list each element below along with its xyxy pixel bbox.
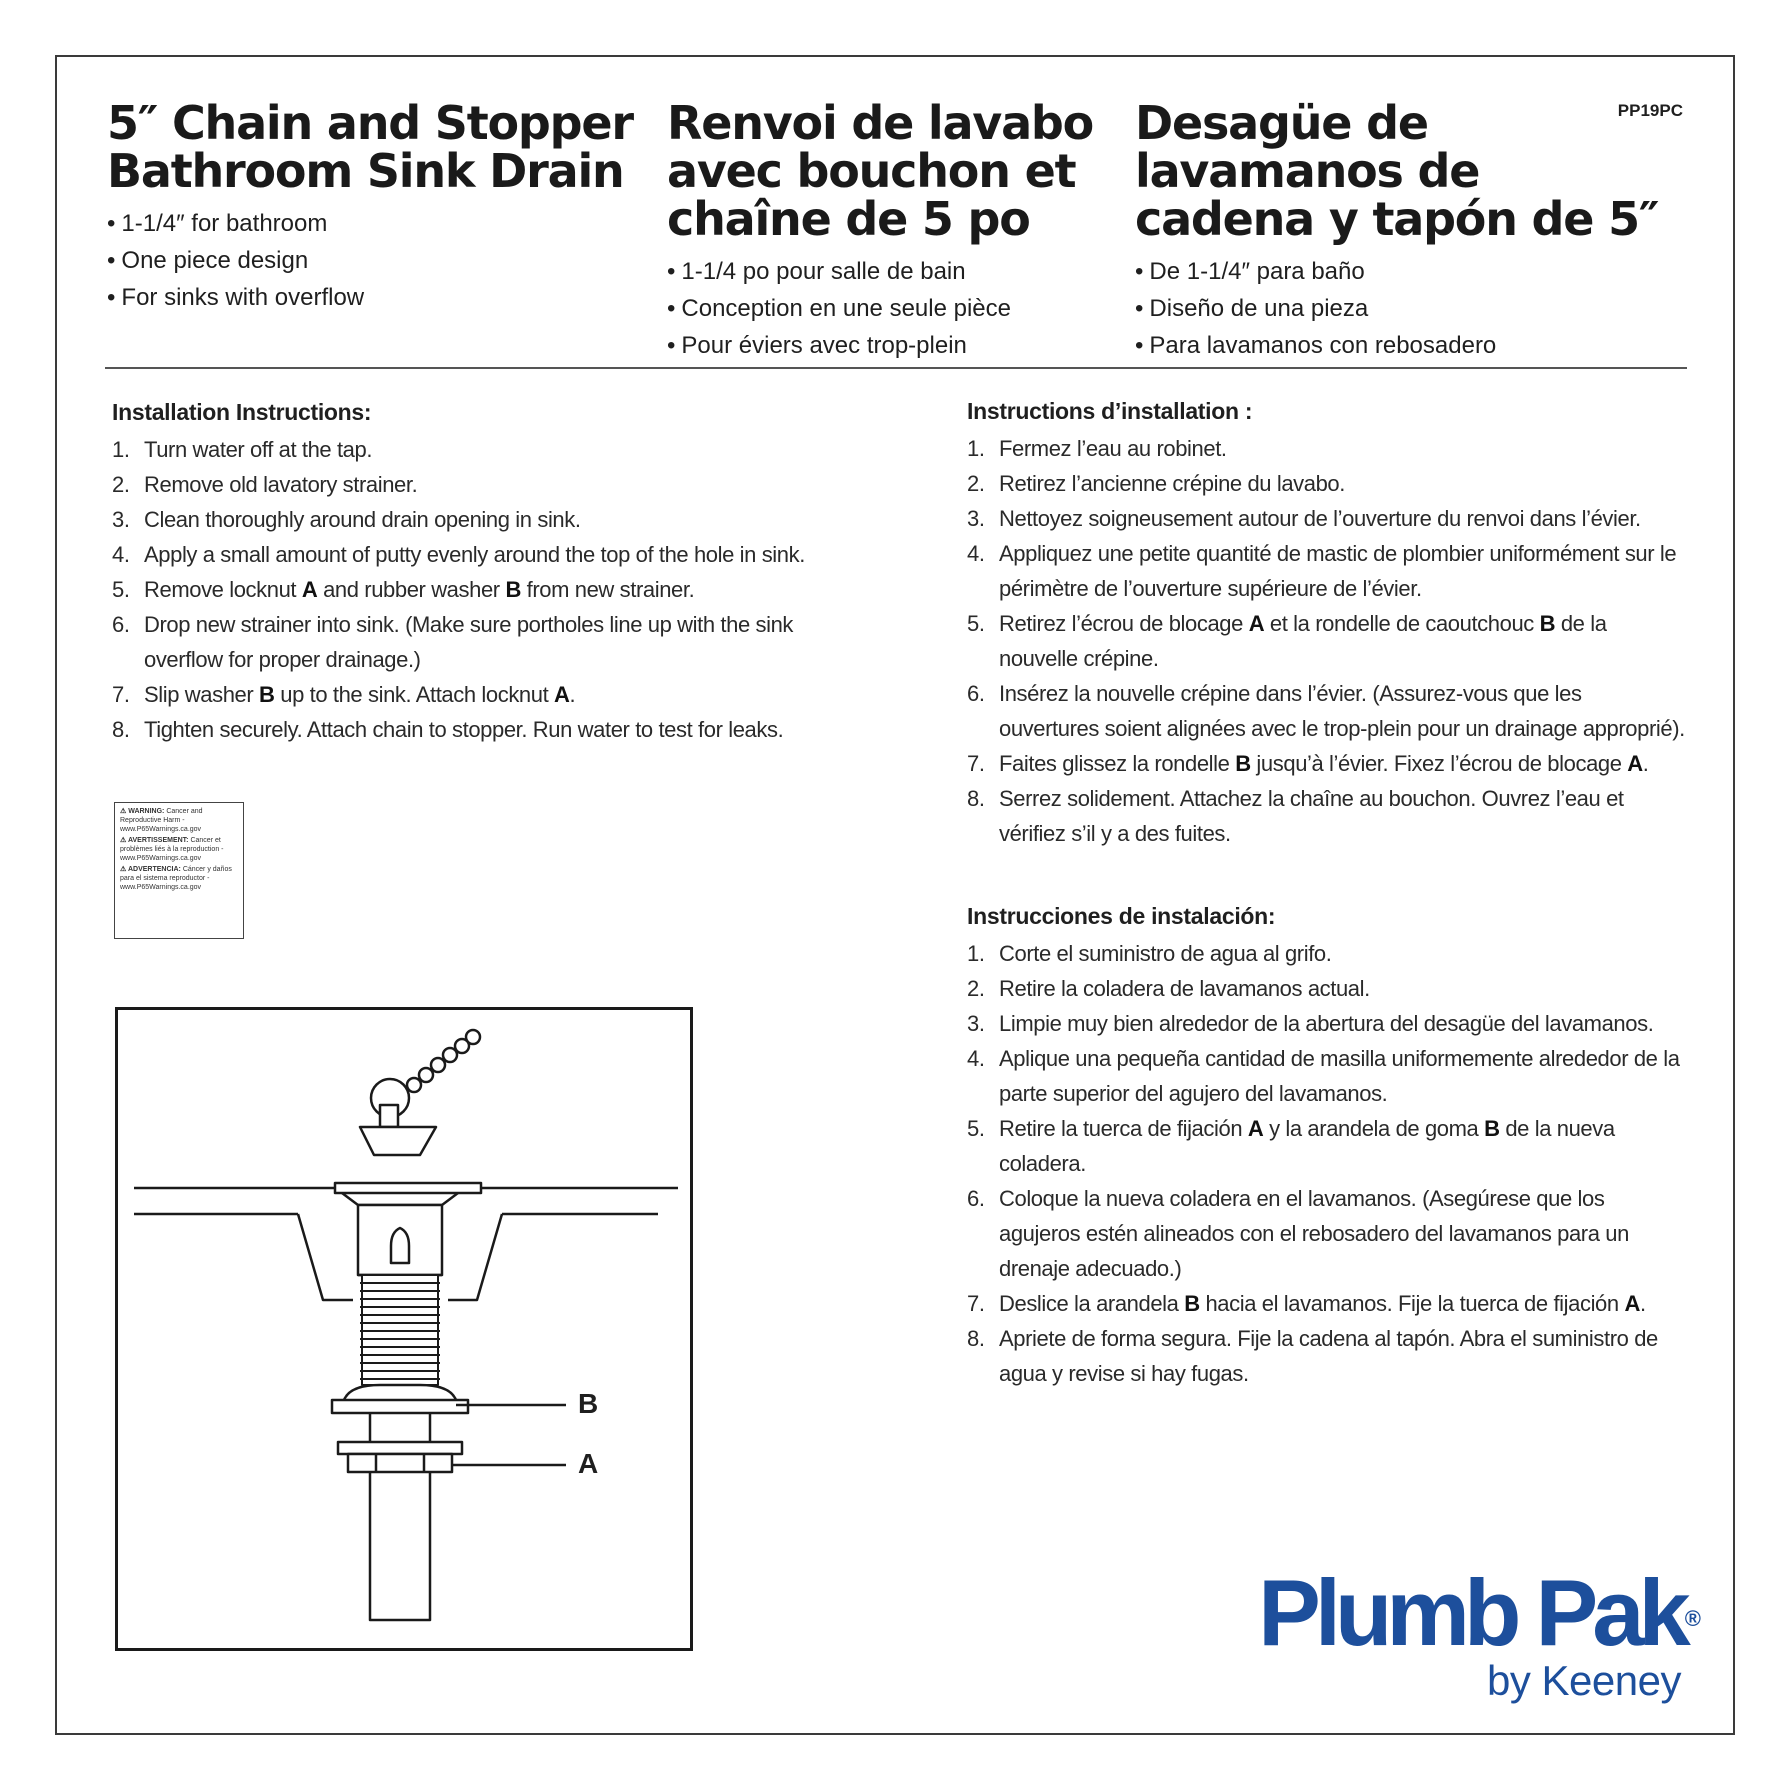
step-text: up to the sink. Attach locknut: [274, 682, 555, 707]
step-text: Insérez la nouvelle crépine dans l’évier. (Assurez-vous que les ouvertures soient alignées avec le trop-plein pour un drainage approprié).: [999, 681, 1685, 741]
logo-tagline: by Keeney: [1487, 1657, 1681, 1704]
step-text: Nettoyez soigneusement autour de l’ouverture du renvoi dans l’évier.: [999, 506, 1641, 531]
step-number: 8.: [967, 1326, 985, 1351]
instruction-step: [967, 536, 1687, 606]
english-features: [107, 205, 633, 316]
french-title: [667, 96, 1094, 246]
threaded-tailpiece-icon: [360, 1275, 440, 1385]
step-text: de la nueva coladera.: [999, 1116, 1615, 1176]
warning-es-label: ⚠ ADVERTENCIA:: [120, 866, 181, 873]
instruction-step: [112, 432, 872, 467]
step-number: 4.: [967, 541, 985, 566]
french-steps: [967, 431, 1687, 851]
step-number: 3.: [967, 506, 985, 531]
instruction-step: [967, 746, 1687, 781]
part-letter: B: [1184, 1291, 1200, 1316]
instruction-step: [112, 677, 872, 712]
instruction-step: [967, 1286, 1687, 1321]
drain-assembly-diagram: [115, 1007, 693, 1651]
instruction-step: [112, 467, 872, 502]
header-divider: [105, 367, 1687, 369]
instruction-step: [967, 1181, 1687, 1286]
step-text: Appliquez une petite quantité de mastic de plombier uniformément sur le périmètre de l’ouverture supérieure de l’évier.: [999, 541, 1677, 601]
instruction-step: [967, 971, 1687, 1006]
step-number: 7.: [967, 1291, 985, 1316]
step-text: Faites glissez la rondelle: [999, 751, 1236, 776]
prop65-warning-box: [114, 802, 244, 939]
step-text: Apply a small amount of putty evenly around the top of the hole in sink.: [144, 542, 805, 567]
step-number: 1.: [967, 436, 985, 461]
warning-fr: [120, 836, 238, 863]
step-number: 8.: [112, 717, 130, 742]
part-letter: A: [1627, 751, 1643, 776]
part-letter: A: [1624, 1291, 1640, 1316]
instruction-step: [112, 572, 872, 607]
part-letter: B: [1484, 1116, 1500, 1141]
english-header: [107, 96, 633, 316]
logo-name: Plumb Pak: [1258, 1560, 1685, 1665]
feature-item: • Pour éviers avec trop-plein: [667, 327, 1093, 364]
french-title-line1: Renvoi de lavabo: [667, 96, 1094, 150]
plumbpak-logo: [1258, 1560, 1701, 1704]
step-text: Limpie muy bien alrededor de la abertura del desagüe del lavamanos.: [999, 1011, 1654, 1036]
spanish-title-line1: Desagüe de: [1135, 96, 1428, 150]
locknut-icon: [338, 1442, 462, 1472]
step-text: et la rondelle de caoutchouc: [1264, 611, 1540, 636]
instruction-step: [967, 781, 1687, 851]
step-text: Aplique una pequeña cantidad de masilla uniformemente alrededor de la parte superior del agujero del lavamanos.: [999, 1046, 1680, 1106]
step-number: 5.: [112, 577, 130, 602]
drain-illustration: [118, 1010, 690, 1648]
feature-item: • De 1-1/4″ para baño: [1135, 253, 1658, 290]
instruction-step: [967, 501, 1687, 536]
instruction-step: [112, 712, 872, 747]
step-number: 2.: [967, 471, 985, 496]
feature-item: • For sinks with overflow: [107, 279, 633, 316]
logo-wordmark: [1258, 1560, 1701, 1665]
instruction-step: [967, 1111, 1687, 1181]
step-text: y la arandela de goma: [1263, 1116, 1485, 1141]
instruction-step: [967, 1006, 1687, 1041]
step-text: Retire la tuerca de fijación: [999, 1116, 1248, 1141]
step-text: Clean thoroughly around drain opening in sink.: [144, 507, 581, 532]
feature-item: • 1-1/4 po pour salle de bain: [667, 253, 1093, 290]
callout-leaders: [452, 1405, 566, 1465]
instruction-step: [112, 537, 872, 572]
callout-label-b: B: [578, 1388, 599, 1419]
step-text: Remove old lavatory strainer.: [144, 472, 418, 497]
step-number: 1.: [967, 941, 985, 966]
english-instructions: [112, 399, 872, 747]
step-number: 6.: [967, 1186, 985, 1211]
step-text: Retire la coladera de lavamanos actual.: [999, 976, 1370, 1001]
step-text: hacia el lavamanos. Fije la tuerca de fijación: [1199, 1291, 1625, 1316]
feature-item: • Conception en une seule pièce: [667, 290, 1093, 327]
part-letter: B: [259, 682, 275, 707]
instruction-step: [967, 431, 1687, 466]
step-text: Retirez l’ancienne crépine du lavabo.: [999, 471, 1345, 496]
strainer-body-icon: [335, 1183, 481, 1275]
warning-fr-label: ⚠ AVERTISSEMENT:: [120, 837, 189, 844]
feature-item: • One piece design: [107, 242, 633, 279]
step-text: Turn water off at the tap.: [144, 437, 373, 462]
instruction-step: [967, 606, 1687, 676]
spanish-features: [1135, 253, 1658, 364]
warning-en-label: ⚠ WARNING:: [120, 808, 165, 815]
step-text: Tighten securely. Attach chain to stopper. Run water to test for leaks.: [144, 717, 784, 742]
spanish-title: [1135, 96, 1659, 246]
french-title-line2: avec bouchon et: [667, 144, 1076, 198]
french-instructions: [967, 398, 1687, 851]
step-text: Coloque la nueva coladera en el lavamanos. (Asegúrese que los agujeros estén alineados con el rebosadero del lavamanos para un drenaje adecuado.): [999, 1186, 1629, 1281]
rubber-washer-icon: [332, 1385, 468, 1413]
part-letter: A: [301, 577, 318, 602]
part-letter: B: [505, 577, 521, 602]
step-text: Fermez l’eau au robinet.: [999, 436, 1227, 461]
instruction-step: [967, 676, 1687, 746]
english-steps: [112, 432, 872, 747]
step-number: 5.: [967, 1116, 985, 1141]
spanish-title-line2: lavamanos de: [1135, 144, 1480, 198]
step-number: 7.: [967, 751, 985, 776]
step-text: Slip washer: [144, 682, 260, 707]
warning-fr-text: Cancer et problèmes liés à la reproduction - www.P65Warnings.ca.gov: [120, 837, 224, 862]
english-instructions-heading: Installation Instructions:: [112, 399, 372, 425]
instruction-sheet: [55, 55, 1735, 1735]
step-text: .: [1642, 751, 1649, 776]
step-number: 2.: [112, 472, 130, 497]
step-number: 4.: [967, 1046, 985, 1071]
stopper-icon: [360, 1105, 436, 1155]
english-title: [107, 96, 633, 198]
spanish-header: [1135, 96, 1659, 364]
english-title-line2: Bathroom Sink Drain: [107, 144, 624, 198]
step-text: de la nouvelle crépine.: [999, 611, 1607, 671]
step-text: .: [569, 682, 576, 707]
step-text: Retirez l’écrou de blocage: [999, 611, 1249, 636]
step-text: jusqu’à l’évier. Fixez l’écrou de blocage: [1250, 751, 1628, 776]
spanish-title-line3: cadena y tapón de 5″: [1135, 192, 1659, 246]
part-letter: B: [1539, 611, 1556, 636]
step-text: Serrez solidement. Attachez la chaîne au bouchon. Ouvrez l’eau et vérifiez s’il y a des fuites.: [999, 786, 1624, 846]
part-letter: A: [1248, 611, 1265, 636]
step-text: Apriete de forma segura. Fije la cadena al tapón. Abra el suministro de agua y revise si hay fugas.: [999, 1326, 1658, 1386]
callout-label-a: A: [578, 1448, 599, 1479]
part-letter: A: [554, 682, 570, 707]
french-instructions-heading: Instructions d’installation :: [967, 398, 1253, 424]
step-text: Corte el suministro de agua al grifo.: [999, 941, 1332, 966]
step-text: .: [1639, 1291, 1646, 1316]
step-text: Remove locknut: [144, 577, 302, 602]
french-title-line3: chaîne de 5 po: [667, 192, 1030, 246]
step-number: 8.: [967, 786, 985, 811]
part-letter: B: [1235, 751, 1251, 776]
warning-es-text: Cáncer y daños para el sistema reproductor - www.P65Warnings.ca.gov: [120, 866, 232, 891]
registered-mark: ®: [1684, 1606, 1701, 1631]
instruction-step: [967, 1041, 1687, 1111]
feature-item: • Para lavamanos con rebosadero: [1135, 327, 1658, 364]
english-title-line1: 5″ Chain and Stopper: [107, 96, 633, 150]
spanish-instructions: [967, 903, 1687, 1391]
step-text: from new strainer.: [520, 577, 695, 602]
instruction-step: [112, 502, 872, 537]
step-number: 4.: [112, 542, 130, 567]
step-text: Drop new strainer into sink. (Make sure portholes line up with the sink overflow for proper drainage.): [144, 612, 794, 672]
instruction-step: [967, 1321, 1687, 1391]
step-number: 1.: [112, 437, 130, 462]
instruction-step: [967, 936, 1687, 971]
step-text: and rubber washer: [317, 577, 506, 602]
feature-item: • 1-1/4″ for bathroom: [107, 205, 633, 242]
step-number: 3.: [112, 507, 130, 532]
step-number: 6.: [112, 612, 130, 637]
step-number: 3.: [967, 1011, 985, 1036]
step-text: Deslice la arandela: [999, 1291, 1185, 1316]
instruction-step: [967, 466, 1687, 501]
step-number: 5.: [967, 611, 985, 636]
step-number: 2.: [967, 976, 985, 1001]
feature-item: • Diseño de una pieza: [1135, 290, 1658, 327]
step-number: 7.: [112, 682, 130, 707]
part-letter: A: [1247, 1116, 1264, 1141]
warning-en: [120, 807, 238, 834]
french-features: [667, 253, 1093, 364]
spanish-steps: [967, 936, 1687, 1391]
warning-en-text: Cancer and Reproductive Harm - www.P65Warnings.ca.gov: [120, 808, 203, 833]
spanish-instructions-heading: Instrucciones de instalación:: [967, 903, 1276, 929]
product-code: PP19PC: [1617, 101, 1683, 120]
warning-es: [120, 865, 238, 892]
instruction-step: [112, 607, 872, 677]
french-header: [667, 96, 1094, 364]
step-number: 6.: [967, 681, 985, 706]
